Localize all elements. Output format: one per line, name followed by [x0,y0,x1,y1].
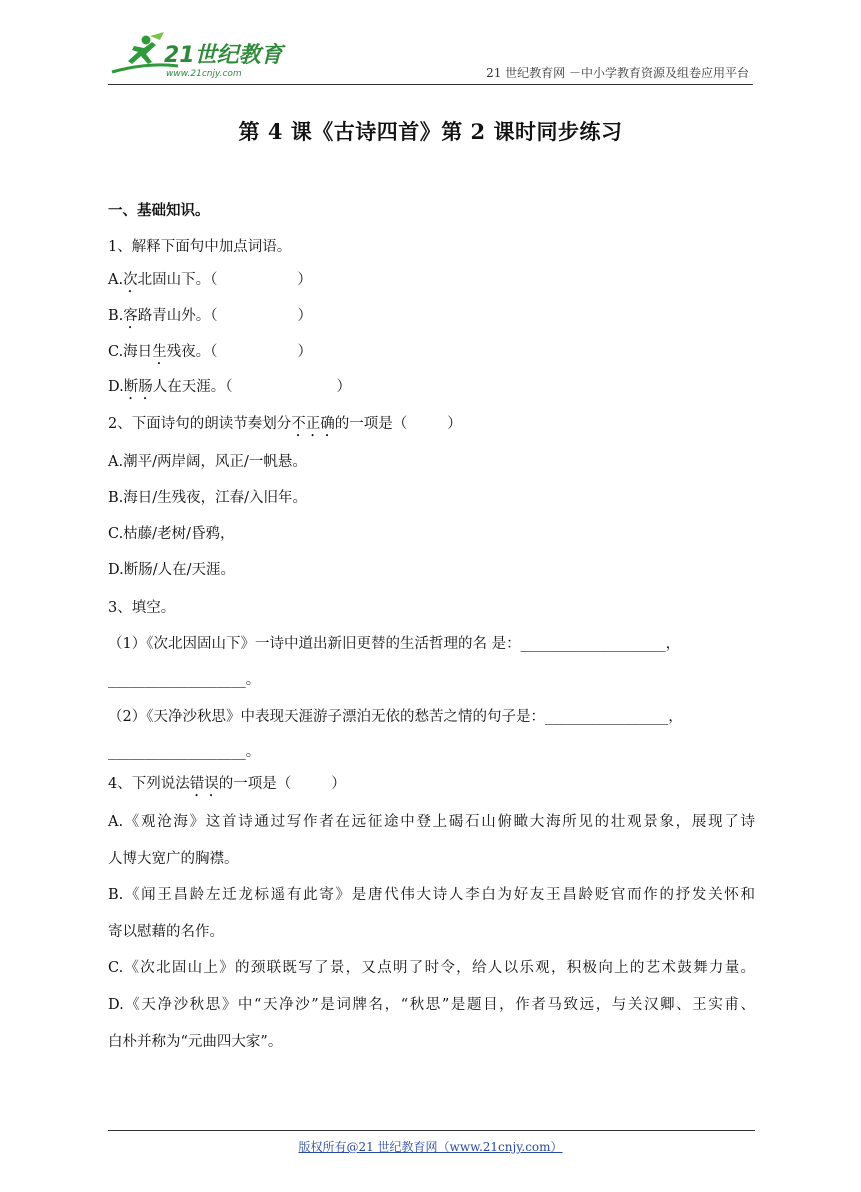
q1-a-dotted: 次 [123,272,138,288]
q4-option-a-line1: A.《观沧海》这首诗通过写作者在远征途中登上碣石山俯瞰大海所见的壮观景象，展现了诗 [108,814,755,830]
q3-p2-comma: ， [668,709,683,725]
q1-option-a [108,268,755,296]
page-title: 第 4 课《古诗四首》第 2 课时同步练习 [238,119,623,144]
q1-a-close: ） [297,272,312,288]
q1-option-c [108,340,755,368]
q3-p1-end: 。 [245,672,261,688]
q4-stem [108,772,755,800]
q2-option-b: B.海日/生残夜，江春/入旧年。 [108,490,308,506]
q4-option-b-line1: B.《闻王昌龄左迁龙标遥有此寄》是唐代伟大诗人李白为好友王昌龄贬官而作的抒发关怀和 [108,887,755,903]
q2-option-d: D.断肠/人在/天涯。 [108,562,235,578]
q2-option-c: C.枯藤/老树/昏鸦， [108,526,235,542]
q1-option-b [108,304,755,332]
q1-c-dotted: 生 [152,344,167,360]
q3-part-2 [108,705,755,726]
q2-option-a: A.潮平/两岸阔，风正/一帆悬。 [108,454,307,470]
q3-p1-blank-1: ____________________ [520,636,666,652]
q2-stem-text: 2、下面诗句的朗读节奏划分 [108,416,292,432]
q3-p1-comma: ， [665,636,681,652]
logo-url: www.21cnjy.com [166,69,242,79]
q1-b-prefix: B. [108,308,124,324]
q2-stem-close: ） [447,416,462,432]
q3-stem: 3、填空。 [108,600,176,616]
q1-d-prefix: D. [108,379,124,395]
q3-p2-end: 。 [245,744,261,760]
q3-part-1 [108,632,755,653]
q4-stem-close: ） [331,776,346,792]
q1-a-prefix: A. [108,272,124,288]
q1-d-close: ） [336,379,351,395]
copyright-link[interactable]: 版权所有@21 世纪教育网（www.21cnjy.com） [298,1140,563,1154]
q4-option-c: C.《次北固山上》的颈联既写了景，又点明了时令，给人以乐观，积极向上的艺术鼓舞力量。 [108,960,755,976]
q3-p2-blank-2: ___________________ [108,744,246,760]
q3-p1-blank-2: ___________________ [108,672,246,688]
q2-stem-dotted: 不正确 [291,416,335,432]
logo-text: 21世纪教育 [164,43,283,68]
site-logo [108,32,288,82]
q1-d-dotted: 断肠 [123,379,153,395]
q1-b-dotted: 客 [123,308,138,324]
q1-b-text: 路青山外。（ [137,308,218,324]
q4-option-d-line2: 白朴并称为“元曲四大家”。 [108,1034,283,1050]
site-tagline: 21 世纪教育网 －中小学教育资源及组卷应用平台 [486,66,749,80]
q4-option-a-line2: 人博大宽广的胸襟。 [108,851,239,867]
header-divider [108,84,753,85]
q2-stem-text-after: 的一项是（ [334,416,408,432]
q4-option-d-line1: D.《天净沙秋思》中“天净沙”是词牌名，“秋思”是题目，作者马致远，与关汉卿、王实甫、 [108,997,755,1013]
q4-stem-text-after: 的一项是（ [218,776,292,792]
q3-p2-blank-1: _________________ [544,709,669,725]
q1-c-text: 残夜。（ [166,344,218,360]
q1-d-text: 人在天涯。（ [152,379,233,395]
footer-divider [108,1130,755,1131]
q3-p2-text: （2）《天净沙秋思》中表现天涯游子漂泊无依的愁苦之情的句子是： [108,709,545,725]
section-heading: 一、基础知识。 [108,202,210,219]
q2-stem [108,412,755,440]
q3-p1-text: （1）《次北因固山下》一诗中道出新旧更替的生活哲理的名 是： [108,636,521,652]
q1-a-text: 北固山下。（ [137,272,218,288]
q4-option-b-line2: 寄以慰藉的名作。 [108,924,224,940]
q1-option-d [108,375,755,403]
q1-c-prefix: C.海日 [108,344,153,360]
q4-stem-dotted: 错误 [189,776,219,792]
q3-part-2-cont [108,740,755,761]
q1-b-close: ） [297,308,313,324]
q4-stem-text: 4、下列说法 [108,776,190,792]
q1-stem: 1、解释下面句中加点词语。 [108,239,292,255]
q3-part-1-cont [108,668,755,689]
footer [0,1138,861,1155]
q1-c-close: ） [297,344,312,360]
runner-logo-icon [108,32,288,82]
